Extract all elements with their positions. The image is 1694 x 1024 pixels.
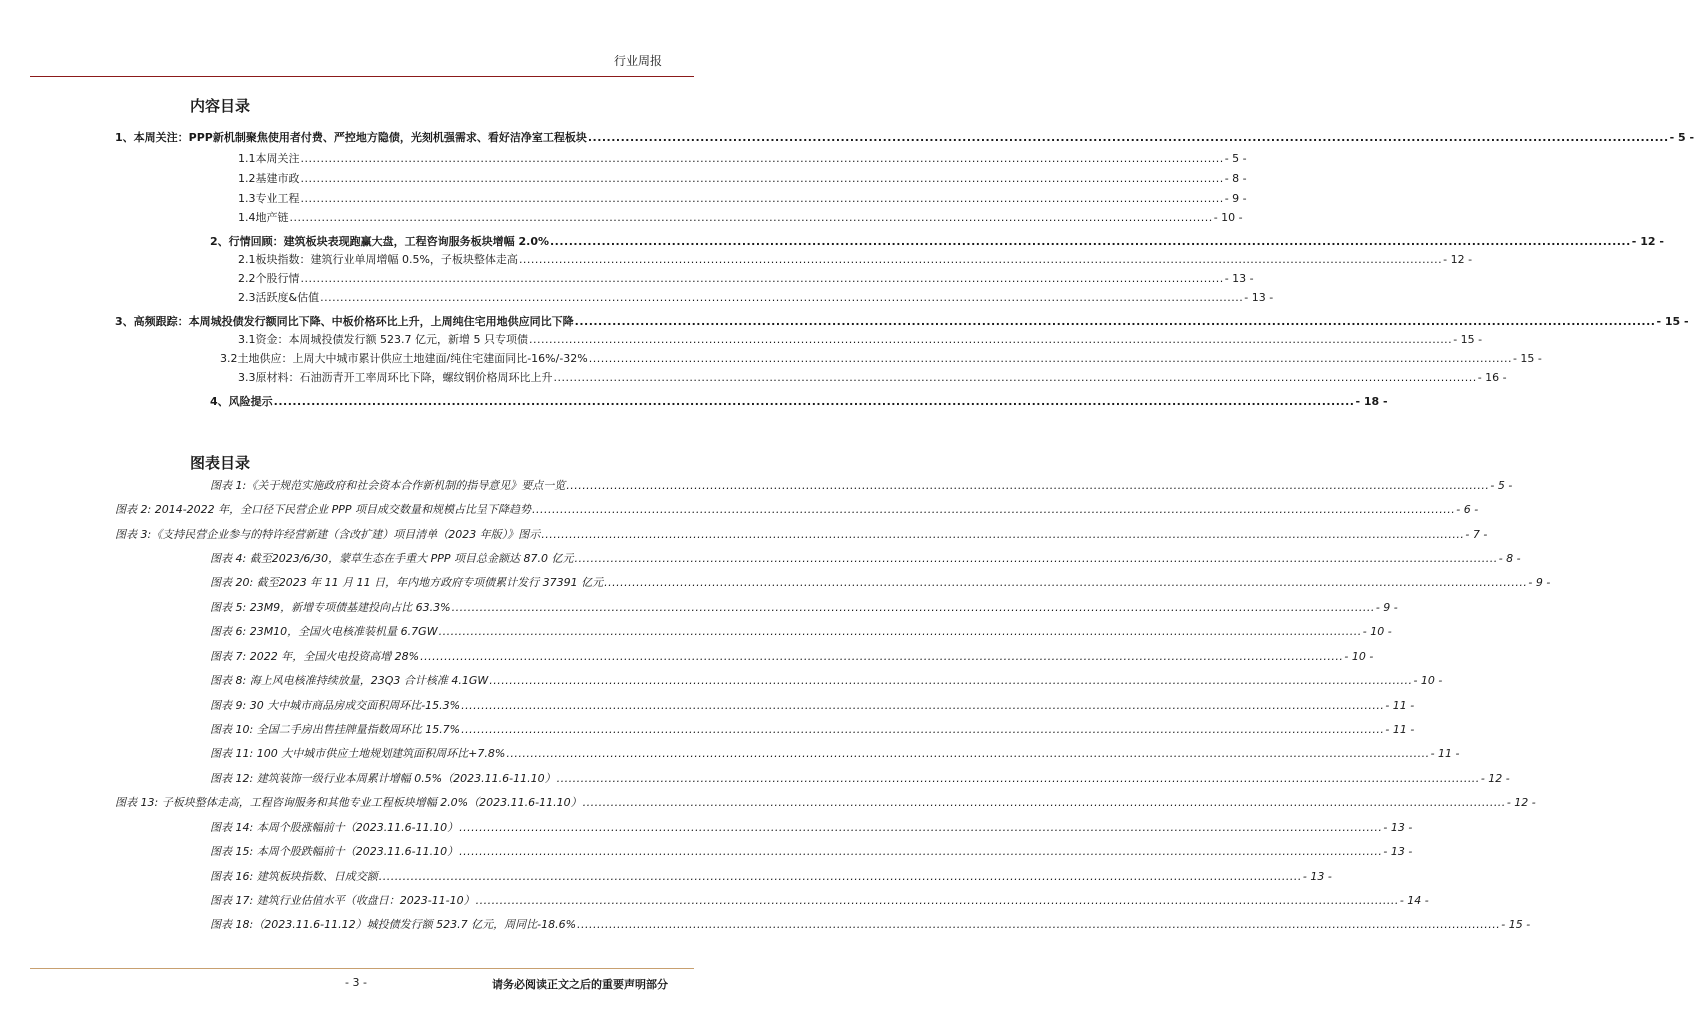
dot-leader — [519, 252, 1442, 268]
toc-entry[interactable] — [210, 234, 1664, 250]
toc-entry-text: 4、风险提示 — [210, 395, 273, 408]
figure-entry-page: - 9 - — [1375, 601, 1398, 614]
dot-leader — [459, 820, 1382, 836]
toc-title: 内容目录 — [190, 97, 251, 115]
figure-entry[interactable] — [210, 673, 1443, 689]
figure-entry-page: - 6 - — [1456, 503, 1479, 516]
dot-leader — [574, 551, 1497, 567]
toc-entry-text: 3、高频跟踪：本周城投债发行额同比下降、中板价格环比上升，上周纯住宅用地供应同比下降 — [115, 315, 574, 328]
toc-entry[interactable] — [238, 290, 1274, 306]
dot-leader — [301, 271, 1224, 287]
figure-entry[interactable] — [210, 820, 1413, 836]
header-label: 行业周报 — [613, 54, 662, 68]
dot-leader — [506, 746, 1429, 762]
toc-entry-text: 1.2基建市政 — [238, 172, 300, 185]
figure-entry[interactable] — [210, 746, 1460, 762]
figure-entry-page: - 12 - — [1506, 796, 1536, 809]
toc-entry-page: - 18 - — [1355, 395, 1388, 408]
figure-entry-page: - 11 - — [1430, 747, 1460, 760]
toc-entry[interactable] — [238, 370, 1507, 386]
toc-entry-page: - 16 - — [1477, 371, 1507, 384]
toc-entry-text: 3.2土地供应：上周大中城市累计供应土地建面/纯住宅建面同比-16%/-32% — [220, 352, 588, 365]
figure-entry[interactable] — [210, 478, 1513, 494]
figure-entry-page: - 9 - — [1528, 576, 1551, 589]
toc-entry-text: 2.2个股行情 — [238, 272, 300, 285]
figure-entry[interactable] — [210, 649, 1374, 665]
figure-entry-page: - 13 - — [1383, 845, 1413, 858]
figure-entry[interactable] — [210, 869, 1332, 885]
figures-title: 图表目录 — [190, 454, 251, 472]
dot-leader — [379, 869, 1302, 885]
figure-entry-page: - 13 - — [1383, 821, 1413, 834]
footer-rule — [30, 968, 694, 969]
figure-entry-text: 图表 2: 2014-2022 年，全口径下民营企业 PPP 项目成交数量和规模占比呈下降趋势 — [115, 503, 532, 516]
figure-entry-text: 图表 1:《关于规范实施政府和社会资本合作新机制的指导意见》要点一览 — [210, 479, 566, 492]
figure-entry-text: 图表 4: 截至2023/6/30，蒙草生态在手重大 PPP 项目总金额达 87.0 亿元 — [210, 552, 574, 565]
toc-entry-page: - 15 - — [1453, 333, 1483, 346]
footer-page-number: - 3 - — [345, 976, 367, 989]
figure-entry-page: - 8 - — [1498, 552, 1521, 565]
toc-entry-page: - 13 - — [1224, 272, 1254, 285]
dot-leader — [557, 771, 1480, 787]
dot-leader — [420, 649, 1343, 665]
dot-leader — [588, 130, 1669, 146]
figure-entry-text: 图表 11: 100 大中城市供应土地规划建筑面积周环比+7.8% — [210, 747, 506, 760]
toc-entry-page: - 10 - — [1213, 211, 1243, 224]
figure-entry-page: - 10 - — [1413, 674, 1443, 687]
figure-entry-page: - 11 - — [1385, 699, 1415, 712]
dot-leader — [452, 600, 1375, 616]
figure-entry-text: 图表 15: 本周个股跌幅前十（2023.11.6-11.10） — [210, 845, 459, 858]
dot-leader — [532, 502, 1455, 518]
header-rule — [30, 76, 694, 77]
dot-leader — [320, 290, 1243, 306]
dot-leader — [461, 722, 1384, 738]
figure-entry[interactable] — [115, 527, 1488, 543]
dot-leader — [541, 527, 1464, 543]
toc-entry[interactable] — [115, 314, 1689, 330]
dot-leader — [550, 234, 1631, 250]
dot-leader — [554, 370, 1477, 386]
figure-entry-text: 图表 8: 海上风电核准持续放量，23Q3 合计核准 4.1GW — [210, 674, 489, 687]
toc-entry-page: - 13 - — [1244, 291, 1274, 304]
figure-entry-page: - 5 - — [1490, 479, 1513, 492]
figure-entry-text: 图表 9: 30 大中城市商品房成交面积周环比-15.3% — [210, 699, 461, 712]
toc-entry[interactable] — [238, 252, 1473, 268]
dot-leader — [489, 673, 1412, 689]
figure-entry-text: 图表 18:（2023.11.6-11.12）城投债发行额 523.7 亿元，周同比-18.6% — [210, 918, 577, 931]
figure-entry-text: 图表 16: 建筑板块指数、日成交额 — [210, 870, 378, 883]
figure-entry[interactable] — [210, 893, 1429, 909]
dot-leader — [589, 351, 1512, 367]
dot-leader — [583, 795, 1506, 811]
figure-entry[interactable] — [210, 624, 1392, 640]
toc-entry-text: 1.3专业工程 — [238, 192, 300, 205]
figure-entry-page: - 11 - — [1385, 723, 1415, 736]
figure-entry-page: - 15 - — [1501, 918, 1531, 931]
figure-entry-text: 图表 17: 建筑行业估值水平（收盘日：2023-11-10） — [210, 894, 475, 907]
toc-entry-page: - 9 - — [1224, 192, 1247, 205]
toc-entry-text: 1.1本周关注 — [238, 152, 300, 165]
toc-entry[interactable] — [220, 351, 1542, 367]
toc-entry-text: 2、行情回顾：建筑板块表现跑赢大盘，工程咨询服务板块增幅 2.0% — [210, 235, 549, 248]
figure-entry-text: 图表 5: 23M9，新增专项债基建投向占比 63.3% — [210, 601, 451, 614]
dot-leader — [575, 314, 1656, 330]
figure-entry[interactable] — [210, 600, 1398, 616]
dot-leader — [461, 698, 1384, 714]
figure-entry-text: 图表 12: 建筑装饰一级行业本周累计增幅 0.5%（2023.11.6-11.10） — [210, 772, 556, 785]
figure-entry-page: - 13 - — [1302, 870, 1332, 883]
dot-leader — [301, 171, 1224, 187]
figure-entry[interactable] — [210, 698, 1415, 714]
dot-leader — [604, 575, 1527, 591]
toc-entry-page: - 15 - — [1656, 315, 1689, 328]
toc-entry-text: 3.3原材料：石油沥青开工率周环比下降，螺纹钢价格周环比上升 — [238, 371, 553, 384]
footer-notice: 请务必阅读正文之后的重要声明部分 — [492, 978, 668, 991]
figure-entry-text: 图表 20: 截至2023 年 11 月 11 日，年内地方政府专项债累计发行 37391 亿元 — [210, 576, 604, 589]
dot-leader — [459, 844, 1382, 860]
dot-leader — [439, 624, 1362, 640]
dot-leader — [274, 394, 1355, 410]
dot-leader — [301, 191, 1224, 207]
toc-entry[interactable] — [238, 151, 1247, 167]
toc-entry-page: - 12 - — [1443, 253, 1473, 266]
toc-entry-text: 2.1板块指数：建筑行业单周增幅 0.5%，子板块整体走高 — [238, 253, 518, 266]
toc-entry[interactable] — [238, 191, 1247, 207]
toc-entry[interactable] — [115, 130, 1694, 146]
toc-entry-page: - 5 - — [1224, 152, 1247, 165]
figure-entry[interactable] — [115, 795, 1536, 811]
dot-leader — [529, 332, 1452, 348]
toc-entry[interactable] — [238, 210, 1243, 226]
toc-entry-text: 1、本周关注：PPP新机制聚焦使用者付费、严控地方隐债，光刻机强需求、看好洁净室工程板块 — [115, 131, 587, 144]
dot-leader — [301, 151, 1224, 167]
toc-entry[interactable] — [238, 271, 1254, 287]
figure-entry-text: 图表 14: 本周个股涨幅前十（2023.11.6-11.10） — [210, 821, 459, 834]
figure-entry-page: - 7 - — [1465, 528, 1488, 541]
dot-leader — [476, 893, 1399, 909]
dot-leader — [566, 478, 1489, 494]
figure-entry-page: - 14 - — [1399, 894, 1429, 907]
figure-entry-text: 图表 10: 全国二手房出售挂牌量指数周环比 15.7% — [210, 723, 461, 736]
dot-leader — [290, 210, 1213, 226]
figure-entry[interactable] — [210, 844, 1413, 860]
figure-entry[interactable] — [210, 575, 1551, 591]
toc-entry[interactable] — [210, 394, 1388, 410]
toc-entry[interactable] — [238, 332, 1483, 348]
figure-entry[interactable] — [210, 771, 1510, 787]
figure-entry-page: - 10 - — [1362, 625, 1392, 638]
toc-entry-page: - 5 - — [1669, 131, 1694, 144]
figure-entry[interactable] — [210, 551, 1521, 567]
figure-entry[interactable] — [210, 917, 1531, 933]
figure-entry-text: 图表 7: 2022 年，全国火电投资高增 28% — [210, 650, 420, 663]
toc-entry-text: 3.1资金：本周城投债发行额 523.7 亿元，新增 5 只专项债 — [238, 333, 528, 346]
toc-entry-text: 1.4地产链 — [238, 211, 289, 224]
toc-entry-page: - 12 - — [1631, 235, 1664, 248]
figure-entry-text: 图表 3:《支持民营企业参与的特许经营新建（含改扩建）项目清单（2023 年版）》图示 — [115, 528, 541, 541]
dot-leader — [577, 917, 1500, 933]
toc-entry-page: - 15 - — [1512, 352, 1542, 365]
toc-entry-page: - 8 - — [1224, 172, 1247, 185]
figure-entry-text: 图表 6: 23M10，全国火电核准装机量 6.7GW — [210, 625, 438, 638]
figure-entry-page: - 12 - — [1480, 772, 1510, 785]
figure-entry[interactable] — [115, 502, 1479, 518]
toc-entry[interactable] — [238, 171, 1247, 187]
figure-entry[interactable] — [210, 722, 1415, 738]
figure-entry-text: 图表 13: 子板块整体走高，工程咨询服务和其他专业工程板块增幅 2.0%（2023.11.6-11.10） — [115, 796, 582, 809]
figure-entry-page: - 10 - — [1344, 650, 1374, 663]
toc-entry-text: 2.3活跃度&估值 — [238, 291, 320, 304]
